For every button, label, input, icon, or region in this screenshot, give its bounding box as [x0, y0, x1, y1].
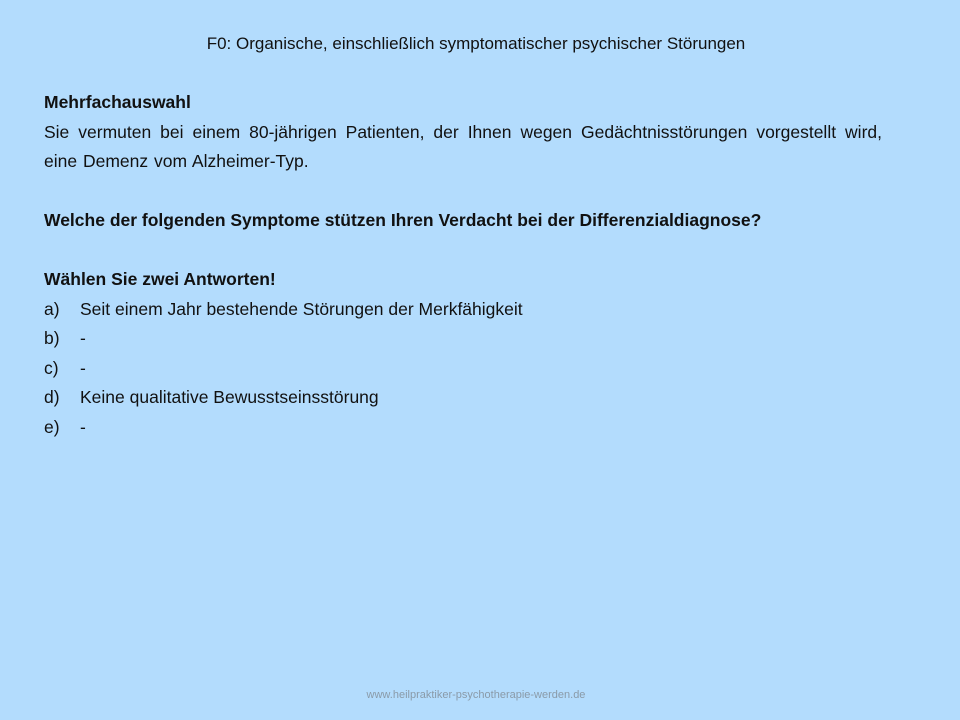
question-content: [44, 88, 882, 442]
answer-option-e: [44, 413, 882, 443]
option-letter: a): [44, 298, 60, 319]
footer-url: www.heilpraktiker-psychotherapie-werden.de: [366, 689, 586, 701]
option-text: -: [80, 328, 86, 348]
spacer: [44, 236, 882, 266]
slide-title: F0: Organische, einschließlich symptomatischer psychischer Störungen: [206, 34, 746, 53]
question-prompt: Welche der folgenden Symptome stützen Ihren Verdacht bei der Differenzialdiagnose?: [44, 210, 762, 230]
option-letter: e): [44, 416, 60, 437]
answer-option-b: [44, 324, 882, 354]
answer-option-d: [44, 383, 882, 413]
option-text: -: [80, 416, 86, 437]
spacer: [44, 177, 882, 207]
answer-instruction: Wählen Sie zwei Antworten!: [44, 269, 276, 289]
option-letter: d): [44, 387, 60, 407]
option-text: Seit einem Jahr bestehende Störungen der Merkfähigkeit: [80, 298, 523, 319]
section-label: Mehrfachauswahl: [44, 92, 191, 112]
option-letter: c): [44, 357, 59, 378]
option-text: -: [80, 357, 86, 378]
option-letter: b): [44, 328, 60, 348]
question-text: Sie vermuten bei einem 80-jährigen Patienten, der Ihnen wegen Gedächtnisstörungen vorgestellt wird, eine Demenz vom Alzheimer-Typ.: [44, 121, 882, 171]
answer-option-a: [44, 295, 882, 325]
answer-option-c: [44, 354, 882, 384]
option-text: Keine qualitative Bewusstseinsstörung: [80, 387, 379, 407]
